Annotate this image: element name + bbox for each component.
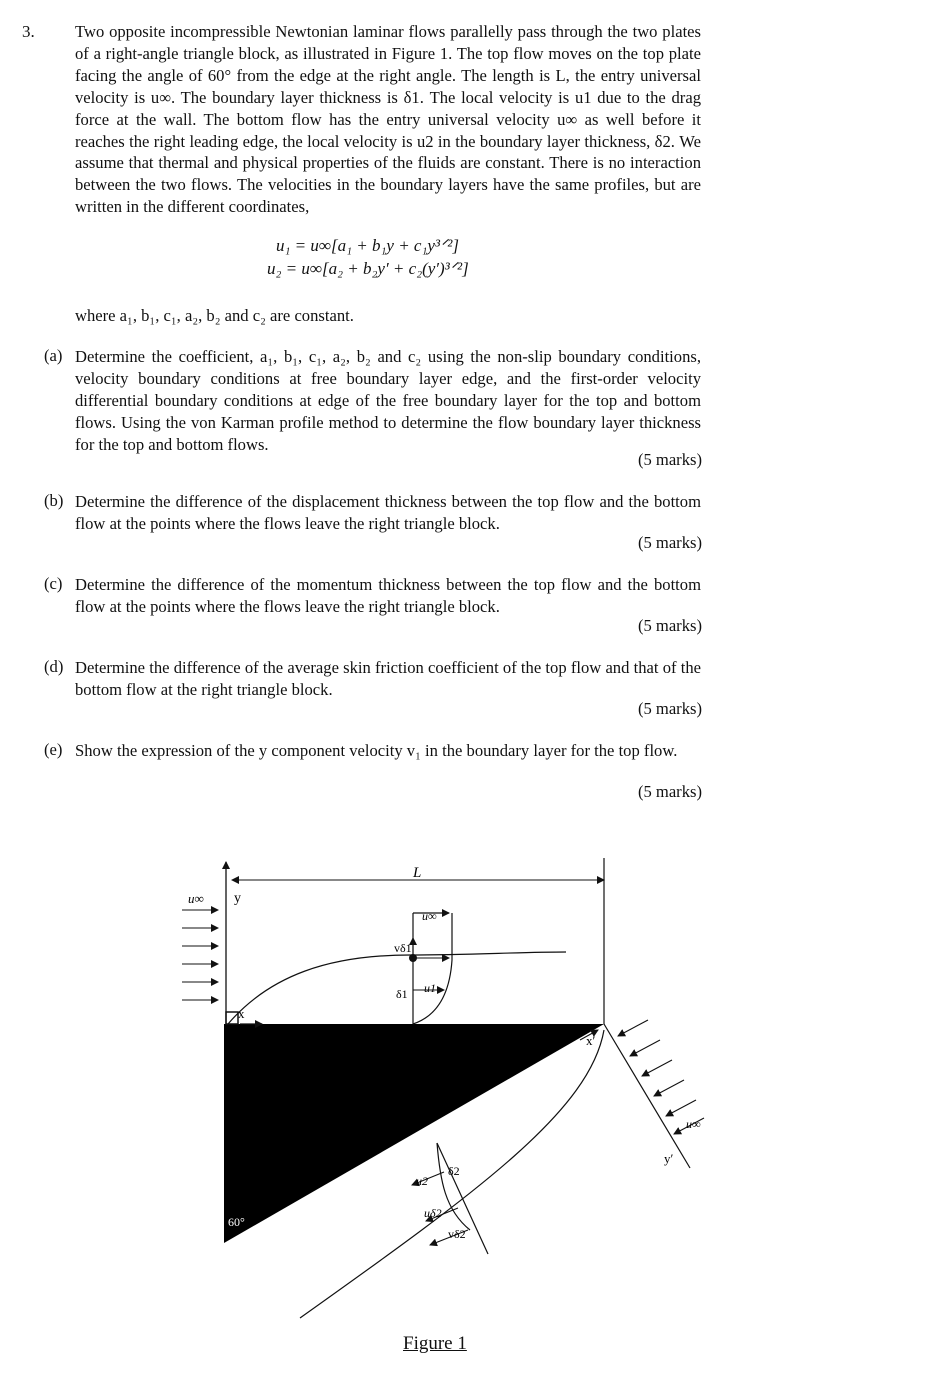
label-v-delta2: vδ2 — [448, 1227, 466, 1241]
right-slope-line — [604, 1024, 690, 1168]
label-u-inf-left: u∞ — [188, 891, 204, 906]
part-e-text: Show the expression of the y component velocity v₁ in the boundary layer for the top flow. — [75, 741, 678, 760]
part-a-marks: (5 marks) — [637, 450, 702, 469]
label-angle-60: 60° — [228, 1215, 245, 1229]
bottom-velocity-profile — [437, 1143, 470, 1230]
part-e-label: (e) — [44, 740, 63, 759]
label-u-inf-right: u∞ — [686, 1117, 701, 1131]
top-velocity-profile — [413, 913, 452, 1024]
part-c-marks: (5 marks) — [637, 616, 702, 635]
part-e-marks: (5 marks) — [637, 782, 702, 801]
where-constants: where a₁, b₁, c₁, a₂, b₂ and c₂ are constant. — [75, 306, 354, 325]
right-angle-marker — [226, 1012, 238, 1024]
part-c-label: (c) — [44, 574, 63, 593]
triangle-block — [224, 1024, 604, 1243]
question-intro: Two opposite incompressible Newtonian laminar flows parallelly pass through the two plates of a right-angle triangle block, as illustrated in Figure 1. The top flow moves on the top plate facing the angle of 60° from the edge at the right angle. The length is L, the entry universal velocity is u∞. The boundary layer thickness is δ1. The local velocity is u1 due to the drag force at the wall. The bottom flow has the entry universal velocity u∞ as well before it reaches the right leading edge, the local velocity is u2 in the boundary layer thickness, δ2. We assume that thermal and physical properties of the fluids are constant. There is no interaction between the two flows. The velocities in the boundary layers have the same profiles, but are written in the different coordinates, — [75, 22, 701, 217]
question-number: 3. — [22, 22, 35, 41]
part-d-text: Determine the difference of the average skin friction coefficient of the top flow and that of the bottom flow at the right triangle block. — [75, 658, 701, 699]
part-d-marks: (5 marks) — [637, 699, 702, 718]
label-x-prime: x′ — [586, 1033, 596, 1048]
part-b-marks: (5 marks) — [637, 533, 702, 552]
equation-u2: u₂ = u∞[a₂ + b₂y′ + c₂(y′)³ᐟ²] — [267, 259, 469, 278]
part-a-label: (a) — [44, 346, 63, 365]
label-delta1: δ1 — [396, 987, 408, 1001]
part-a-text: Determine the coefficient, a₁, b₁, c₁, a₂, b₂ and c₂ using the non-slip boundary conditions, velocity boundary conditions at free boundary layer edge, and the first-order velocity differential boundary conditions at edge of the free boundary layer for the top and bottom flows. Using the von Karman profile method to determine the flow boundary layer thickness for the top and bottom flows. — [75, 347, 701, 454]
label-delta2: δ2 — [448, 1164, 460, 1178]
label-y-prime: y′ — [664, 1151, 674, 1166]
left-inflow-arrows — [182, 910, 218, 1000]
part-d-label: (d) — [44, 657, 64, 676]
part-c-text: Determine the difference of the momentum thickness between the top flow and the bottom flow at the points where the flows leave the right triangle block. — [75, 575, 701, 616]
part-b-text: Determine the difference of the displacement thickness between the top flow and the bottom flow at the points where the flows leave the right triangle block. — [75, 492, 701, 533]
label-u-inf-top: u∞ — [422, 909, 437, 923]
label-u1: u1 — [424, 981, 436, 995]
label-u-delta2: uδ2 — [424, 1206, 442, 1220]
label-y: y — [234, 891, 241, 906]
label-u2: u2 — [416, 1174, 428, 1188]
equation-u1: u₁ = u∞[a₁ + b₁y + c₁y³ᐟ²] — [276, 236, 459, 255]
part-b-label: (b) — [44, 491, 64, 510]
figure-caption: Figure 1 — [403, 1333, 467, 1354]
label-v-delta1: vδ1 — [394, 941, 412, 955]
label-x: x — [238, 1006, 245, 1021]
label-L: L — [413, 865, 422, 881]
